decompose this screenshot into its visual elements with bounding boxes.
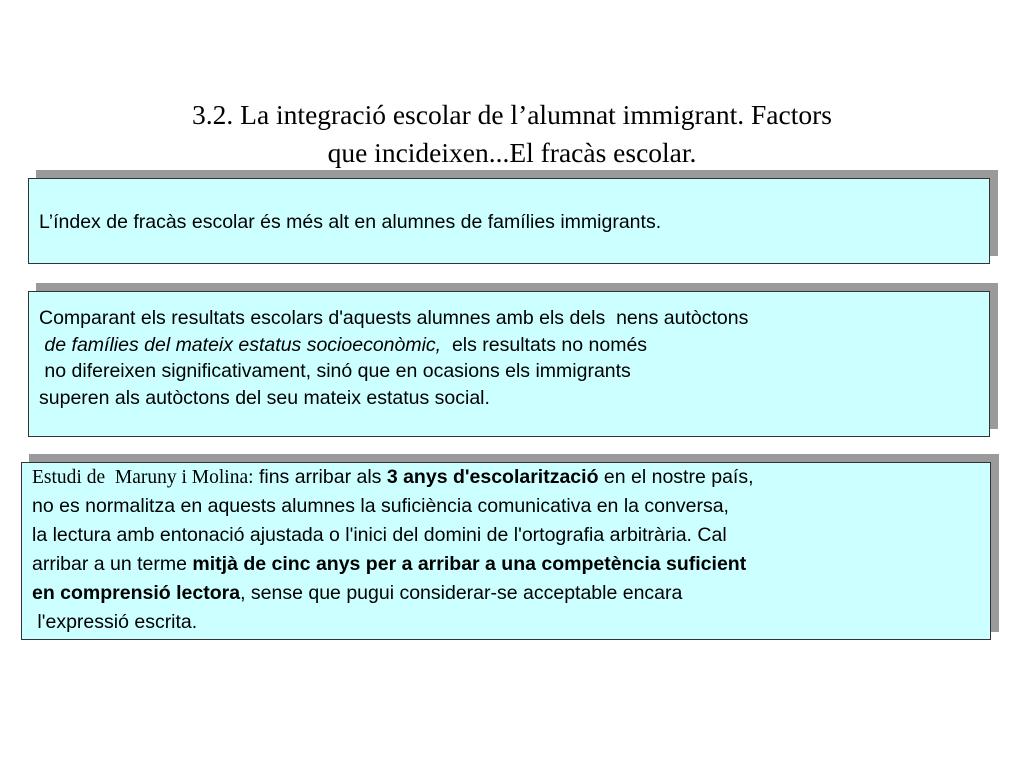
slide-title — [60, 96, 964, 172]
box2-line-4: superen als autòctons del seu mateix estatus social. — [39, 386, 490, 409]
box3-line-4 — [32, 550, 990, 579]
box3-line-2: no es normalitza en aquests alumnes la suficiència comunicativa en la conversa, — [32, 495, 729, 517]
box1-index-fracas — [28, 178, 990, 264]
title-line-2: que incideixen...El fracàs escolar. — [327, 137, 697, 168]
box3-bold-years: 3 anys d'escolarització — [386, 466, 599, 488]
box3-line-5-b: , sense que pugui considerar-se acceptable encara — [240, 582, 683, 604]
box2-line-2-rest: els resultats no només — [441, 333, 648, 356]
box3-line-6: l'expressió escrita. — [32, 611, 198, 633]
box2-line-2 — [39, 332, 989, 359]
box3-maruny-molina — [21, 462, 991, 640]
box2-comparison — [28, 291, 990, 437]
box3-study-citation: Estudi de Maruny i Molina: — [32, 467, 254, 488]
box1-text: L’índex de fracàs escolar és més alt en alumnes de famílies immigrants. — [39, 211, 662, 233]
box3-line-4-a: arribar a un terme — [32, 553, 193, 575]
box3-line-1 — [32, 463, 990, 492]
box2-line-1: Comparant els resultats escolars d'aquests alumnes amb els dels nens autòctons — [39, 307, 749, 329]
box3-line-1-b: en el nostre país, — [598, 466, 754, 488]
box2-line-3: no difereixen significativament, sinó que en ocasions els immigrants — [39, 360, 631, 382]
box3-line-3: la lectura amb entonació ajustada o l'inici del domini de l'ortografia arbitrària. Cal — [32, 524, 727, 546]
box3-bold-five-years: mitjà de cinc anys per a arribar a una competència suficient — [192, 553, 747, 575]
box3-line-1-a: fins arribar als — [253, 466, 387, 488]
title-line-1: 3.2. La integració escolar de l’alumnat immigrant. Factors — [192, 99, 832, 130]
box3-bold-reading: en comprensió lectora — [32, 582, 241, 604]
box3-line-5 — [32, 579, 990, 608]
box2-italic-phrase: de famílies del mateix estatus socioeconòmic, — [39, 333, 442, 356]
